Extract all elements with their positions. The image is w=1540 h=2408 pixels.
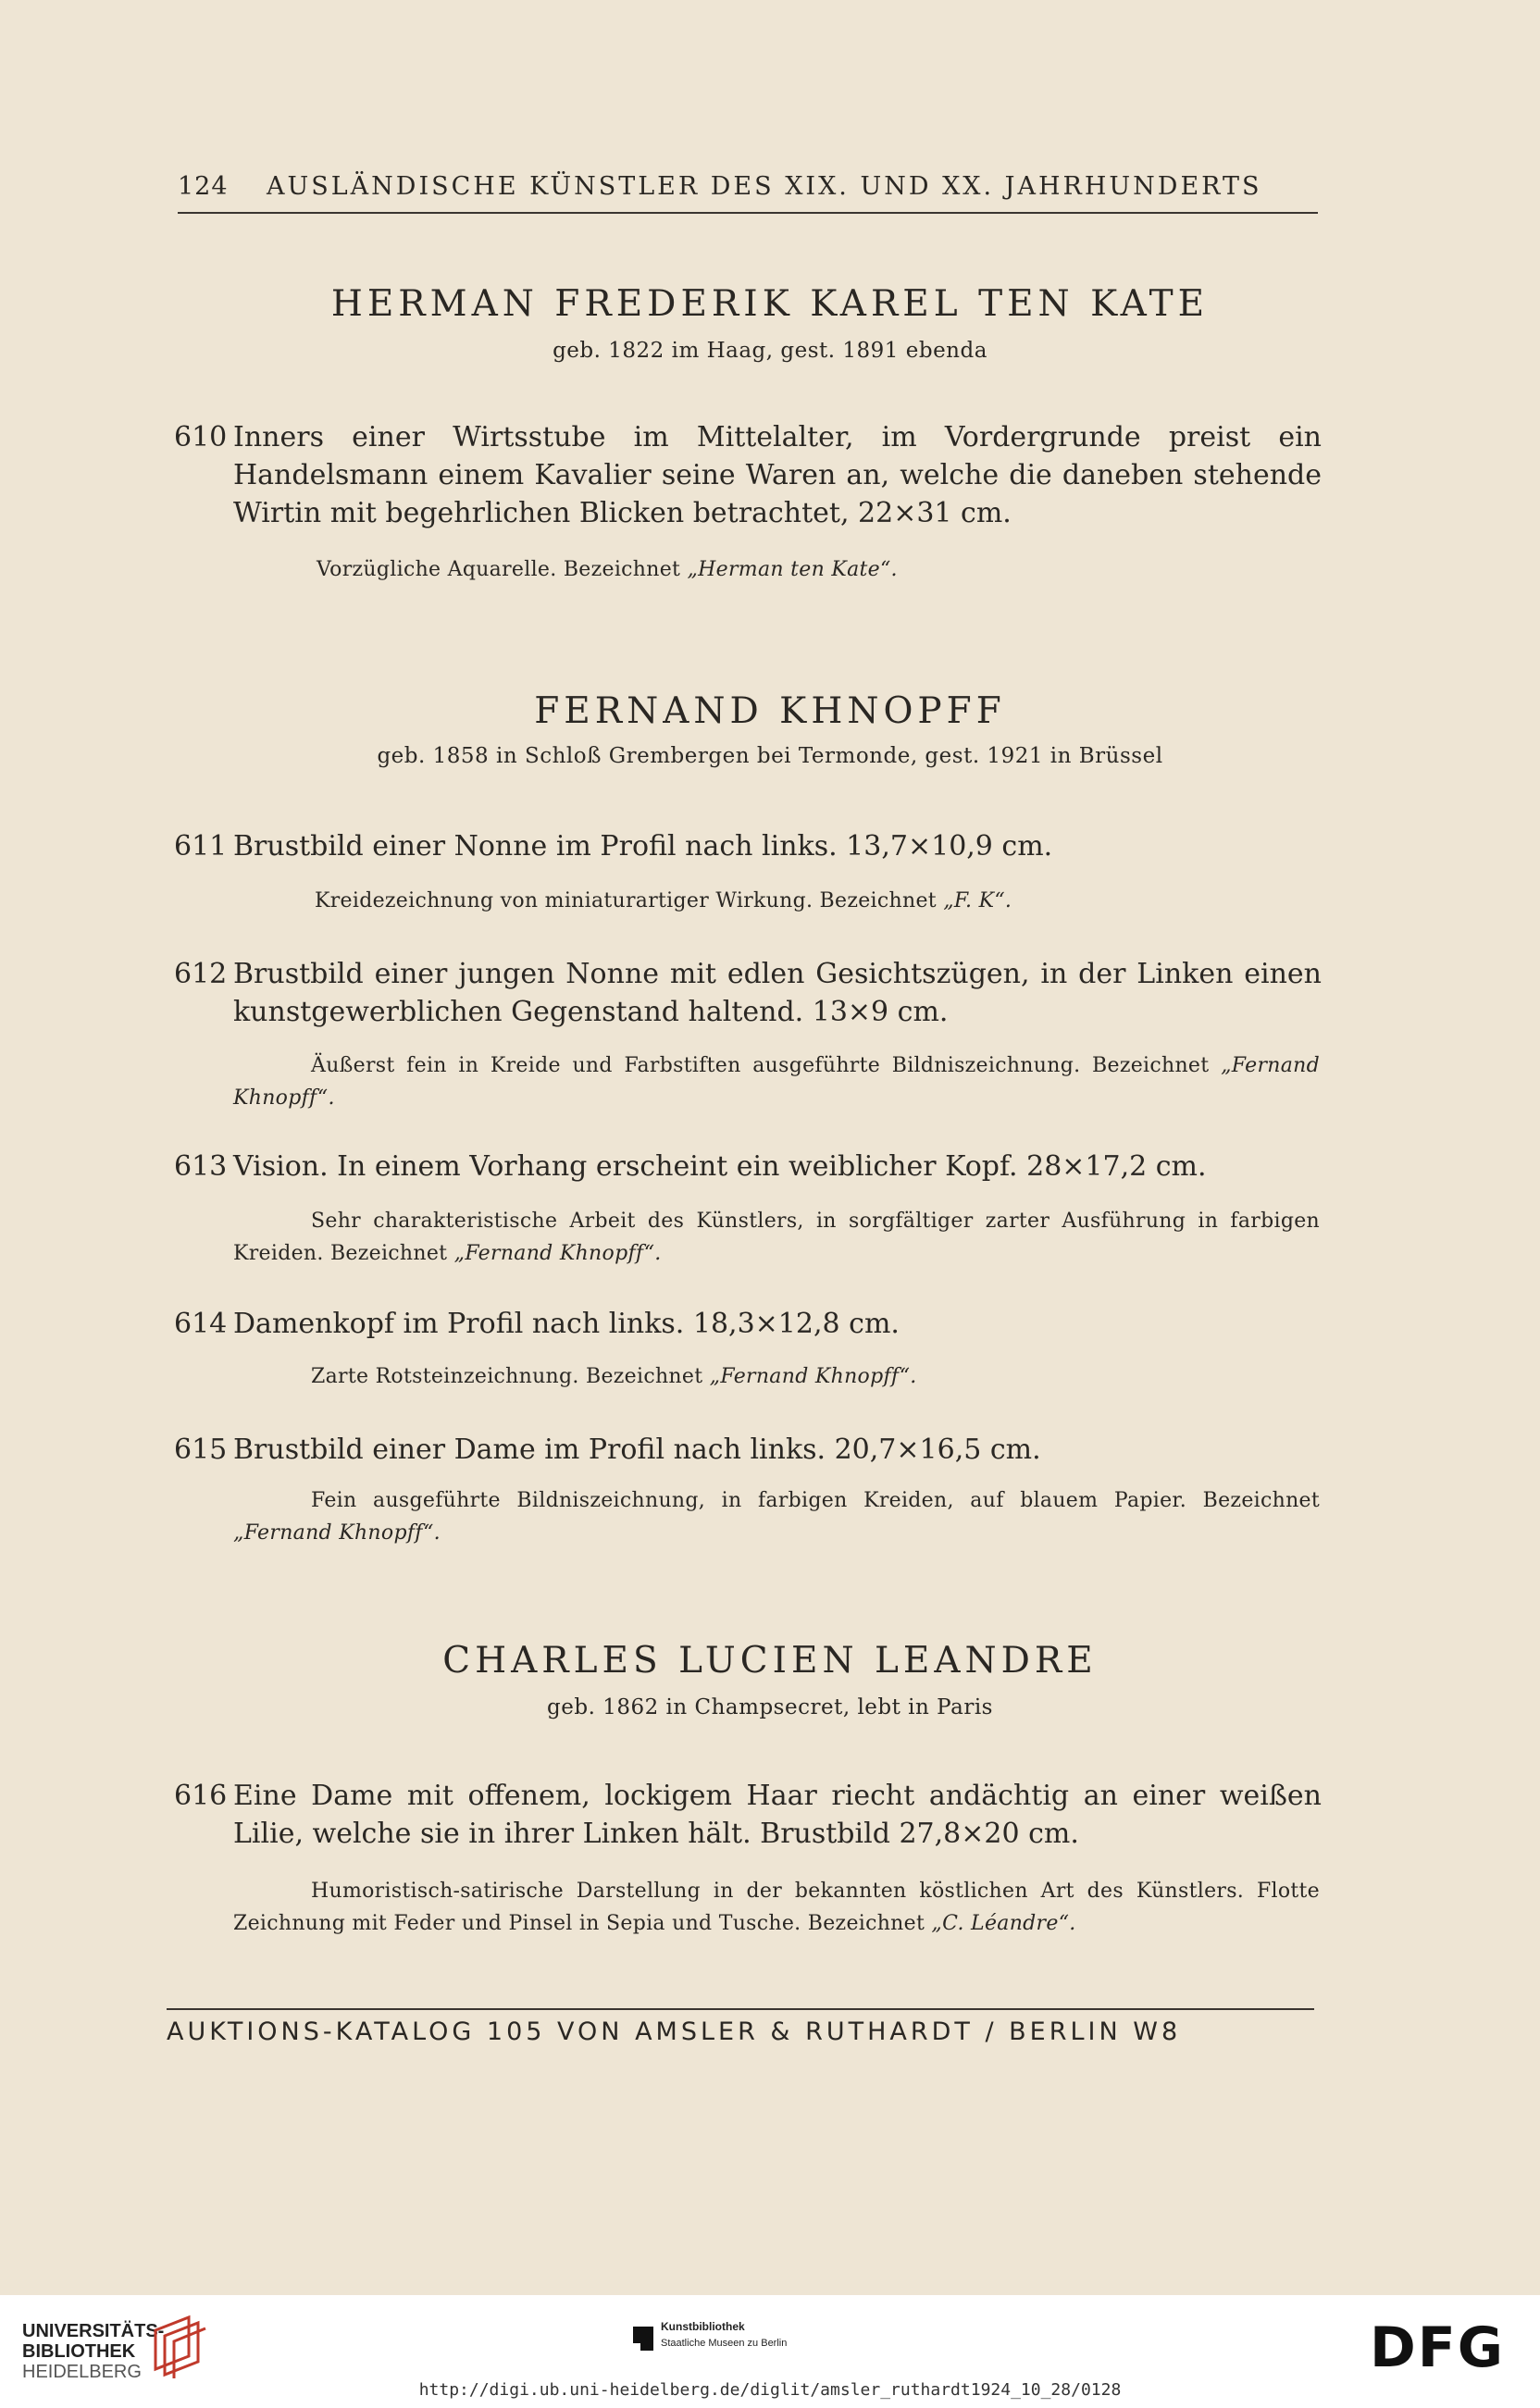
lot-signature: „Fernand Khnopff“. xyxy=(453,1242,662,1265)
artist-heading: HERMAN FREDERIK KAREL TEN KATE xyxy=(330,283,1210,325)
kunstbibliothek-mark-icon xyxy=(633,2327,653,2351)
university-library-logo[interactable] xyxy=(22,2321,164,2382)
lot-note-text: Humoristisch-satirische Darstellung in der bekannten köstlichen Art des Künstlers. Flotte Zeichnung mit Feder und Pinsel in Sepia und Tusche. Bezeichnet xyxy=(233,1880,1320,1935)
lot-description: Damenkopf im Profil nach links. 18,3×12,8 cm. xyxy=(233,1308,900,1340)
lot-description: Inners einer Wirtsstube im Mittelalter, im Vordergrunde preist ein Handelsmann einem Kavalier seine Waren an, welche die daneben stehende Wirtin mit begehrlichen Blicken betrachtet, 22×31 cm. xyxy=(233,421,1322,529)
lot-description: Brustbild einer jungen Nonne mit edlen Gesichtszügen, in der Linken einen kunstgewerblichen Gegenstand haltend. 13×9 cm. xyxy=(233,958,1322,1028)
kb-subtitle: Staatliche Museen zu Berlin xyxy=(661,2338,788,2349)
artist-life-dates: geb. 1862 in Champsecret, lebt in Paris xyxy=(547,1695,993,1719)
lot-entry xyxy=(174,1431,1322,1469)
dfg-logo[interactable]: DFG xyxy=(1370,2315,1506,2380)
lot-note-text: Kreidezeichnung von miniaturartiger Wirkung. Bezeichnet xyxy=(315,889,937,912)
lot-number: 612 xyxy=(174,958,228,990)
uni-logo-line: BIBLIOTHEK xyxy=(22,2341,136,2362)
artist-life-dates: geb. 1822 im Haag, gest. 1891 ebenda xyxy=(553,339,987,363)
lot-entry xyxy=(174,1777,1322,1853)
lot-signature: „Herman ten Kate“. xyxy=(687,558,898,581)
artist-heading: CHARLES LUCIEN LEANDRE xyxy=(442,1640,1098,1682)
lot-entry xyxy=(174,1305,1322,1343)
lot-note-text: Zarte Rotsteinzeichnung. Bezeichnet xyxy=(311,1365,703,1388)
lot-entry xyxy=(174,827,1322,865)
lot-signature: „Fernand Khnopff“. xyxy=(233,1054,1320,1110)
lot-entry xyxy=(174,955,1322,1031)
library-emblem-icon xyxy=(152,2314,207,2378)
permalink-url[interactable]: http://digi.ub.uni-heidelberg.de/diglit/amsler_ruthardt1924_10_28/0128 xyxy=(418,2380,1122,2400)
lot-number: 610 xyxy=(174,421,228,453)
lot-signature: „C. Léandre“. xyxy=(931,1912,1076,1935)
uni-logo-line: HEIDELBERG xyxy=(22,2362,142,2382)
lot-description: Brustbild einer Dame im Profil nach links. 20,7×16,5 cm. xyxy=(233,1434,1041,1466)
lot-note xyxy=(233,1875,1320,1940)
lot-number: 614 xyxy=(174,1308,228,1340)
lot-note xyxy=(233,1205,1320,1270)
lot-note-text: Sehr charakteristische Arbeit des Künstlers, in sorgfältiger zarter Ausführung in farbigen Kreiden. Bezeichnet xyxy=(233,1210,1320,1265)
artist-heading: FERNAND KHNOPFF xyxy=(534,690,1006,732)
catalog-footer: AUKTIONS-KATALOG 105 VON AMSLER & RUTHARDT / BERLIN W8 xyxy=(167,2017,1182,2046)
lot-signature: „F. K“. xyxy=(943,889,1012,912)
lot-note xyxy=(317,553,1403,586)
lot-note xyxy=(311,1360,1397,1393)
lot-description: Brustbild einer Nonne im Profil nach links. 13,7×10,9 cm. xyxy=(233,830,1053,863)
lot-signature: „Fernand Khnopff“. xyxy=(709,1365,917,1388)
lot-description: Eine Dame mit offenem, lockigem Haar riecht andächtig an einer weißen Lilie, welche sie in ihrer Linken hält. Brustbild 27,8×20 cm. xyxy=(233,1780,1322,1850)
header-rule xyxy=(178,212,1318,214)
lot-note xyxy=(233,1049,1320,1114)
artist-life-dates: geb. 1858 in Schloß Grembergen bei Termonde, gest. 1921 in Brüssel xyxy=(377,744,1163,768)
lot-signature: „Fernand Khnopff“. xyxy=(233,1521,441,1545)
lot-number: 611 xyxy=(174,830,228,863)
kunstbibliothek-logo[interactable] xyxy=(661,2319,787,2352)
lot-note xyxy=(233,1484,1320,1549)
page-header xyxy=(178,172,1318,209)
lot-note-text: Vorzügliche Aquarelle. Bezeichnet xyxy=(317,558,681,581)
lot-number: 613 xyxy=(174,1150,228,1183)
lot-note-text: Fein ausgeführte Bildniszeichnung, in farbigen Kreiden, auf blauem Papier. Bezeichnet xyxy=(311,1489,1320,1512)
kb-title: Kunstbibliothek xyxy=(661,2320,745,2333)
uni-logo-line: UNIVERSITÄTS- xyxy=(22,2321,165,2341)
lot-entry xyxy=(174,1148,1322,1185)
lot-note xyxy=(315,885,1401,917)
lot-entry xyxy=(174,418,1322,532)
page-number: 124 xyxy=(178,172,229,201)
lot-number: 616 xyxy=(174,1780,228,1812)
running-head: AUSLÄNDISCHE KÜNSTLER DES XIX. UND XX. JAHRHUNDERTS xyxy=(267,172,1262,201)
footer-rule xyxy=(167,2008,1314,2010)
lot-description: Vision. In einem Vorhang erscheint ein weiblicher Kopf. 28×17,2 cm. xyxy=(233,1150,1207,1183)
lot-number: 615 xyxy=(174,1434,228,1466)
lot-note-text: Äußerst fein in Kreide und Farbstiften ausgeführte Bildniszeichnung. Bezeichnet xyxy=(311,1054,1210,1077)
digitization-bar xyxy=(0,2295,1540,2408)
